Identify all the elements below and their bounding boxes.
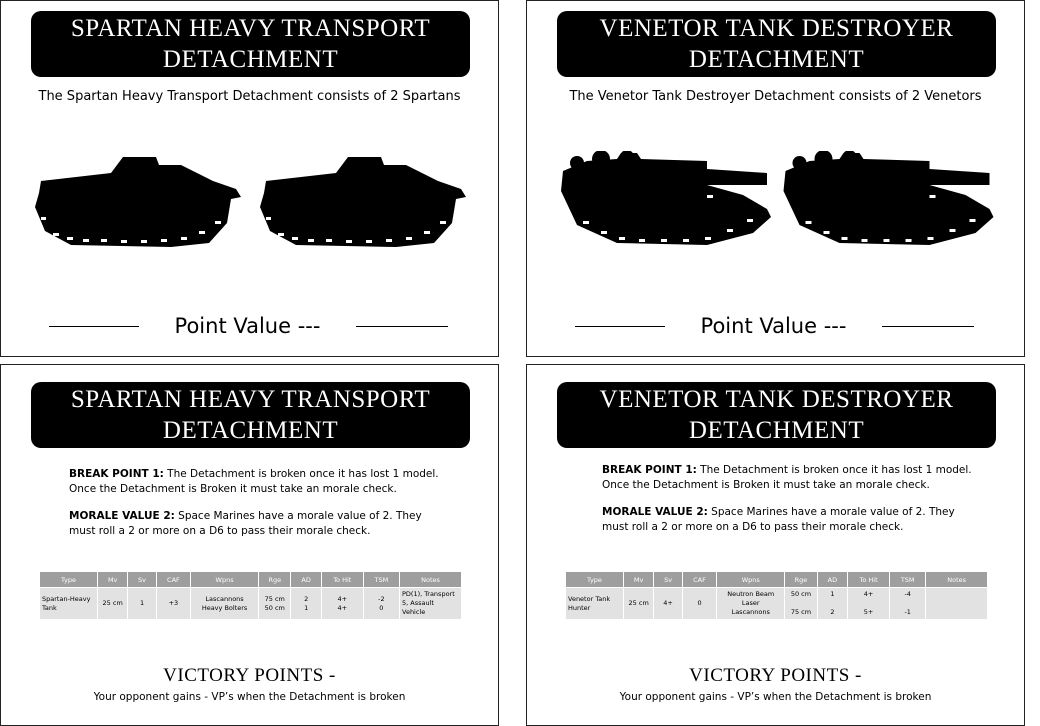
title-line-2: DETACHMENT: [162, 417, 339, 444]
ad-1: 1: [830, 590, 835, 598]
stats-header-row: [40, 572, 461, 587]
range-2: 50 cm: [264, 603, 285, 612]
range-1: 50 cm: [790, 590, 812, 598]
cell-sv: 4+: [654, 588, 681, 619]
header-notes: Notes: [400, 572, 461, 587]
cell-notes: [926, 588, 987, 619]
header-caf: CAF: [683, 572, 716, 587]
title-line-2: DETACHMENT: [688, 46, 865, 73]
break-point-rule: [69, 467, 441, 497]
weapon-2: Lascannons: [731, 608, 770, 616]
tsm-2: 0: [379, 603, 384, 612]
cell-rge: [259, 588, 290, 619]
venetor-consists-text: The Venetor Tank Destroyer Detachment consists of 2 Venetors: [569, 89, 982, 104]
venetor-tank-silhouette-2: [777, 151, 997, 251]
cell-sv: 1: [128, 588, 155, 619]
header-type: Type: [566, 572, 623, 587]
venetor-rules-title-banner: [557, 382, 996, 448]
victory-points-text: Your opponent gains - VP’s when the Detachment is broken: [619, 691, 932, 703]
victory-points-text: Your opponent gains - VP’s when the Detachment is broken: [93, 691, 406, 703]
cell-wpns: [191, 588, 258, 619]
break-point-text: The Detachment is broken once it has lost 1 model. Once the Detachment is Broken it must take an morale check.: [69, 468, 439, 495]
to-hit-2: 5+: [863, 608, 874, 616]
cell-rge: [785, 588, 816, 619]
cell-ad: [818, 588, 847, 619]
tsm-1: -2: [378, 594, 385, 603]
cell-caf: 0: [683, 588, 716, 619]
venetor-front-title-banner: [557, 11, 996, 77]
point-value-text: Point Value ---: [700, 314, 847, 338]
cell-tsm: [364, 588, 399, 619]
header-sv: Sv: [654, 572, 681, 587]
table-row: [40, 588, 461, 619]
header-rge: Rge: [785, 572, 816, 587]
point-value-row: [575, 311, 974, 341]
cell-mv: 25 cm: [624, 588, 653, 619]
to-hit-2: 4+: [337, 603, 348, 612]
spartan-consists-text: The Spartan Heavy Transport Detachment consists of 2 Spartans: [38, 89, 461, 104]
range-1: 75 cm: [264, 594, 285, 603]
ad-2: 2: [830, 608, 835, 616]
spartan-tank-silhouette-2: [256, 151, 471, 251]
spartan-rules-card: [0, 364, 499, 726]
victory-points-title: VICTORY POINTS -: [689, 665, 862, 686]
stats-table: [39, 571, 462, 620]
point-value-rule-left: [49, 326, 139, 327]
title-line-1: SPARTAN HEAVY TRANSPORT: [70, 386, 431, 413]
point-value-rule-left: [575, 326, 665, 327]
header-to-hit: To Hit: [322, 572, 363, 587]
point-value-row: [49, 311, 448, 341]
table-row: [566, 588, 987, 619]
header-mv: Mv: [98, 572, 127, 587]
stats-header-row: [566, 572, 987, 587]
header-caf: CAF: [157, 572, 190, 587]
morale-value-rule: [602, 505, 974, 535]
to-hit-1: 4+: [863, 590, 874, 598]
weapon-2: Heavy Bolters: [201, 603, 248, 612]
title-line-1: SPARTAN HEAVY TRANSPORT: [70, 15, 431, 42]
cell-type: Spartan-Heavy Tank: [40, 588, 97, 619]
weapon-1: Neutron Beam Laser: [727, 590, 775, 607]
header-tsm: TSM: [364, 572, 399, 587]
header-rge: Rge: [259, 572, 290, 587]
break-point-label: BREAK POINT 1:: [69, 468, 164, 480]
venetor-front-card: [526, 0, 1025, 357]
spartan-tank-silhouette-1: [31, 151, 246, 251]
cell-to-hit: [848, 588, 889, 619]
header-ad: AD: [291, 572, 320, 587]
stats-table: [565, 571, 988, 620]
cell-to-hit: [322, 588, 363, 619]
spartan-rules-title-banner: [31, 382, 470, 448]
morale-value-text: Space Marines have a morale value of 2. They must roll a 2 or more on a D6 to pass their morale check.: [69, 510, 422, 537]
morale-value-rule: [69, 509, 441, 539]
header-tsm: TSM: [890, 572, 925, 587]
title-line-2: DETACHMENT: [162, 46, 339, 73]
range-2: 75 cm: [790, 608, 812, 616]
cell-ad: [291, 588, 320, 619]
header-type: Type: [40, 572, 97, 587]
point-value-rule-right: [356, 326, 448, 327]
victory-points-title: VICTORY POINTS -: [163, 665, 336, 686]
spartan-front-card: [0, 0, 499, 357]
point-value-rule-right: [882, 326, 974, 327]
morale-value-label: MORALE VALUE 2:: [602, 506, 708, 518]
point-value-text: Point Value ---: [174, 314, 321, 338]
title-line-2: DETACHMENT: [688, 417, 865, 444]
cell-notes: PD(1), Transport 5, Assault Vehicle: [400, 588, 461, 619]
title-line-1: VENETOR TANK DESTROYER: [599, 386, 954, 413]
header-wpns: Wpns: [191, 572, 258, 587]
to-hit-1: 4+: [337, 594, 348, 603]
weapon-1: Lascannons: [205, 594, 244, 603]
tsm-1: -4: [904, 590, 911, 598]
ad-1: 2: [304, 594, 309, 603]
cell-caf: +3: [157, 588, 190, 619]
header-sv: Sv: [128, 572, 155, 587]
cell-tsm: [890, 588, 925, 619]
break-point-rule: [602, 463, 974, 493]
venetor-rules-card: [526, 364, 1025, 726]
cell-type: Venetor Tank Hunter: [566, 588, 623, 619]
header-to-hit: To Hit: [848, 572, 889, 587]
ad-2: 1: [304, 603, 309, 612]
header-ad: AD: [818, 572, 847, 587]
break-point-text: The Detachment is broken once it has lost 1 model. Once the Detachment is Broken it must take an morale check.: [602, 464, 972, 491]
venetor-tank-silhouette-1: [557, 151, 772, 251]
header-mv: Mv: [624, 572, 653, 587]
spartan-front-title-banner: [31, 11, 470, 77]
tsm-2: -1: [904, 608, 911, 616]
cell-mv: 25 cm: [98, 588, 127, 619]
title-line-1: VENETOR TANK DESTROYER: [599, 15, 954, 42]
morale-value-label: MORALE VALUE 2:: [69, 510, 175, 522]
morale-value-text: Space Marines have a morale value of 2. They must roll a 2 or more on a D6 to pass their morale check.: [602, 506, 955, 533]
header-wpns: Wpns: [717, 572, 784, 587]
header-notes: Notes: [926, 572, 987, 587]
break-point-label: BREAK POINT 1:: [602, 464, 697, 476]
cell-wpns: [717, 588, 784, 619]
